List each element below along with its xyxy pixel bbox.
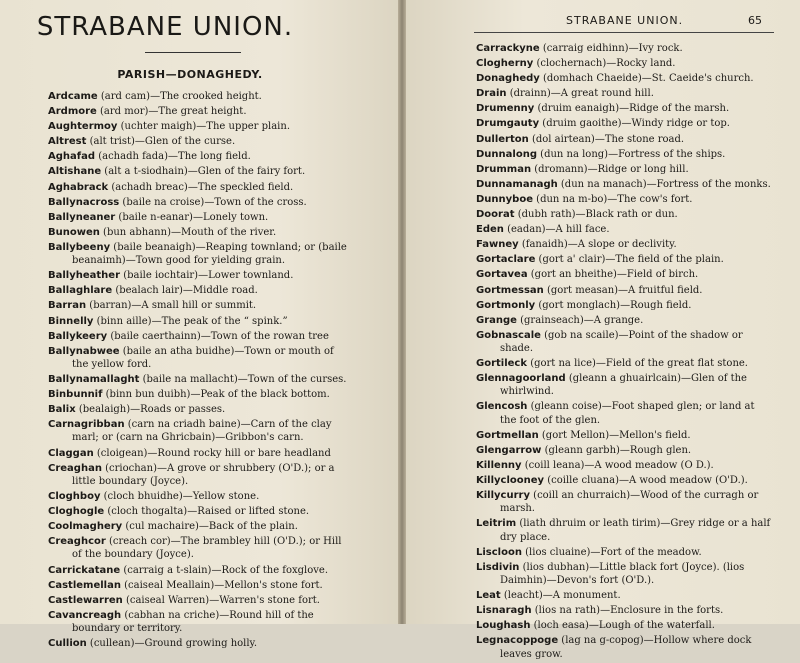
place-name: Killyclooney [476, 475, 545, 487]
place-definition: (druim gaoithe)—Windy ridge or top. [539, 118, 730, 130]
place-definition: (baile an atha buidhe)—Town or mouth of the yellow ford. [72, 345, 334, 370]
page-title: STRABANE UNION. [36, 12, 294, 42]
place-name: Dunnyboe [476, 193, 533, 205]
place-name: Ballynabwee [48, 345, 120, 357]
place-name: Carrickatane [48, 564, 121, 576]
place-definition: (dol airtean)—The stone road. [528, 133, 685, 145]
place-name-entry [476, 400, 772, 426]
place-definition: (gort a' clair)—The field of the plain. [535, 254, 724, 266]
place-name-entry [48, 181, 348, 194]
header-rule [474, 32, 774, 33]
place-name: Binnelly [48, 315, 94, 327]
place-definition: (cullean)—Ground growing holly. [86, 638, 258, 650]
place-definition: (coill an churraich)—Wood of the curragh or marsh. [500, 490, 759, 515]
place-name-entry [48, 579, 348, 592]
place-definition: (gort an bheithe)—Field of birch. [527, 269, 699, 281]
place-definition: (binn bun duibh)—Peak of the black bottom. [102, 389, 330, 401]
place-definition: (lios cluaine)—Fort of the meadow. [521, 546, 702, 558]
place-name-entry [476, 72, 772, 85]
place-name: Leitrim [476, 518, 517, 530]
place-name: Drumgauty [476, 118, 540, 130]
place-name: Drumman [476, 163, 532, 175]
place-name: Aughtermoy [48, 121, 118, 133]
place-name: Gortavea [476, 269, 528, 281]
place-name: Gortmonly [476, 299, 536, 311]
place-name-entry [476, 133, 772, 146]
place-definition: (dromann)—Ridge or long hill. [531, 163, 689, 175]
place-name-entry [48, 520, 348, 533]
place-name-entry [48, 418, 348, 444]
place-name: Lisdivin [476, 561, 520, 573]
place-name: Coolmaghery [48, 521, 123, 533]
place-name: Gortmessan [476, 284, 544, 296]
place-definition: (cul machaire)—Back of the plain. [122, 521, 298, 533]
place-definition: (dubh rath)—Black rath or dun. [514, 209, 678, 221]
place-definition: (baile caerthainn)—Town of the rowan tree [107, 330, 329, 342]
place-name-entry [48, 505, 348, 518]
place-name-entry [476, 546, 772, 559]
place-name-entry [48, 269, 348, 282]
place-definition: (cloch thogalta)—Raised or lifted stone. [104, 506, 310, 518]
place-definition: (dun na manach)—Fortress of the monks. [557, 178, 771, 190]
place-definition: (ard cam)—The crooked height. [97, 91, 262, 102]
place-definition: (barran)—A small hill or summit. [86, 300, 257, 312]
place-name: Ardmore [48, 106, 97, 118]
place-name: Drain [476, 88, 507, 100]
place-name: Ballybeeny [48, 241, 111, 253]
place-name-entry [476, 163, 772, 176]
place-name-entry [476, 42, 772, 55]
place-name-entry [48, 403, 348, 416]
place-name-entry [476, 208, 772, 221]
place-name: Claggan [48, 447, 94, 459]
place-definition: (achadh fada)—The long field. [95, 151, 251, 163]
place-name: Eden [476, 224, 504, 236]
place-name: Cullion [48, 638, 87, 650]
place-definition: (lios dubhan)—Little black fort (Joyce). (lios Daimhin)—Devon's fort (O'D.). [500, 561, 745, 587]
place-name: Ardcame [48, 91, 98, 102]
place-name-entry [476, 429, 772, 442]
place-name: Barran [48, 300, 87, 312]
place-definition: (carraig a t-slain)—Rock of the foxglove. [120, 564, 329, 576]
place-definition: (coill leana)—A wood meadow (O D.). [521, 459, 714, 471]
place-name-entry [476, 357, 772, 370]
place-definition: (domhach Chaeide)—St. Caeide's church. [539, 73, 754, 85]
place-name: Glencosh [476, 401, 528, 413]
place-name-entry [48, 105, 348, 118]
place-name-entry [476, 268, 772, 281]
place-definition: (gleann garbh)—Rough glen. [541, 444, 692, 456]
place-name: Gortileck [476, 358, 528, 370]
place-name-entry [48, 211, 348, 224]
place-name-entry [476, 193, 772, 206]
place-name-entry [476, 489, 772, 515]
place-name-entry [48, 535, 348, 561]
place-name-entry [48, 120, 348, 133]
left-entry-list [48, 90, 348, 652]
place-definition: (gort na lice)—Field of the great flat stone. [527, 358, 748, 370]
place-name: Dullerton [476, 133, 529, 145]
place-definition: (leacht)—A monument. [500, 590, 621, 602]
place-name-entry [476, 517, 772, 543]
place-name-entry [476, 634, 772, 660]
place-name: Binbunnif [48, 389, 103, 401]
place-definition: (grainseach)—A grange. [516, 314, 644, 326]
place-definition: (uchter maigh)—The upper plain. [117, 121, 291, 133]
place-name-entry [476, 57, 772, 70]
place-name-entry [476, 619, 772, 632]
place-name: Leat [476, 590, 501, 602]
place-name: Liscloon [476, 546, 522, 558]
place-name-entry [476, 589, 772, 602]
place-name: Balix [48, 404, 76, 416]
place-definition: (dun na long)—Fortress of the ships. [536, 148, 726, 160]
place-name-entry [48, 594, 348, 607]
place-name-entry [476, 329, 772, 355]
place-name-entry [48, 165, 348, 178]
place-name-entry [48, 315, 348, 328]
place-definition: (liath dhruim or leath tirim)—Grey ridge or a half dry place. [500, 518, 771, 543]
book-gutter [398, 0, 406, 624]
place-name: Castlemellan [48, 579, 121, 591]
place-definition: (drainn)—A great round hill. [506, 88, 654, 100]
place-name-entry [48, 447, 348, 460]
place-name: Bunowen [48, 226, 100, 238]
title-rule [145, 52, 241, 53]
place-name-entry [476, 284, 772, 297]
place-name: Lisnaragh [476, 605, 532, 617]
place-name-entry [48, 196, 348, 209]
place-definition: (gort Mellon)—Mellon's field. [538, 429, 691, 441]
place-definition: (druim eanaigh)—Ridge of the marsh. [534, 103, 730, 115]
place-definition: (gleann coise)—Foot shaped glen; or land at the foot of the glen. [500, 401, 755, 426]
place-name-entry [476, 459, 772, 472]
place-name-entry [476, 117, 772, 130]
place-name: Carrackyne [476, 43, 540, 54]
place-name-entry [48, 226, 348, 239]
place-name-entry [48, 90, 348, 103]
place-definition: (baile na croise)—Town of the cross. [119, 196, 307, 208]
place-definition: (baile iochtair)—Lower townland. [120, 270, 294, 282]
place-name-entry [48, 135, 348, 148]
place-name-entry [476, 223, 772, 236]
place-name: Killenny [476, 459, 522, 471]
place-name-entry [476, 314, 772, 327]
place-name-entry [476, 238, 772, 251]
place-definition: (gort monglach)—Rough field. [535, 299, 692, 311]
place-name: Altishane [48, 166, 102, 178]
place-name: Aghabrack [48, 181, 109, 193]
place-definition: (criochan)—A grove or shrubbery (O'D.); or a little boundary (Joyce). [72, 462, 335, 487]
place-name: Cloghogle [48, 506, 105, 518]
place-name: Legnacoppoge [476, 635, 559, 647]
place-name: Gobnascale [476, 329, 541, 341]
place-name: Dunnamanagh [476, 178, 558, 190]
page-number: 65 [748, 14, 762, 27]
place-name: Ballynacross [48, 196, 120, 208]
place-name-entry [476, 444, 772, 457]
right-page [406, 0, 800, 660]
place-name: Ballaghlare [48, 285, 113, 297]
place-definition: (ard mor)—The great height. [96, 106, 247, 118]
place-definition: (lag na g-copog)—Hollow where dock leaves grow. [500, 635, 752, 660]
place-name: Gortaclare [476, 254, 536, 266]
place-name-entry [48, 462, 348, 488]
place-name: Ballykeery [48, 330, 108, 342]
place-name-entry [48, 284, 348, 297]
place-name: Donaghedy [476, 73, 540, 85]
place-name-entry [48, 150, 348, 163]
place-definition: (creach cor)—The brambley hill (O'D.); or Hill of the boundary (Joyce). [72, 536, 342, 561]
place-definition: (cloigean)—Round rocky hill or bare headland [93, 447, 331, 459]
place-name-entry [476, 561, 772, 587]
place-definition: (carraig eidhinn)—Ivy rock. [539, 43, 683, 54]
place-name: Clogherny [476, 58, 534, 70]
place-definition: (coille cluana)—A wood meadow (O'D.). [544, 475, 748, 487]
place-definition: (dun na m-bo)—The cow's fort. [533, 193, 693, 205]
place-definition: (clochernach)—Rocky land. [533, 58, 676, 70]
place-definition: (bun abhann)—Mouth of the river. [99, 226, 277, 238]
place-name-entry [476, 253, 772, 266]
place-name: Aghafad [48, 151, 96, 163]
place-definition: (lios na rath)—Enclosure in the forts. [531, 605, 724, 617]
place-name: Gortmellan [476, 429, 539, 441]
running-header-title: STRABANE UNION. [566, 14, 684, 27]
place-name-entry [48, 388, 348, 401]
place-definition: (binn aille)—The peak of the “ spink.” [93, 315, 288, 327]
place-definition: (loch easa)—Lough of the waterfall. [530, 620, 715, 632]
place-definition: (eadan)—A hill face. [503, 224, 610, 236]
place-name-entry [48, 637, 348, 650]
left-page [0, 0, 398, 650]
place-name: Cavancreagh [48, 609, 122, 621]
place-definition: (carn na criadh baine)—Carn of the clay marl; or (carn na Ghricbain)—Gribbon's carn. [72, 419, 332, 444]
place-definition: (baile na mallacht)—Town of the curses. [139, 374, 347, 385]
place-definition: (baile n-eanar)—Lonely town. [115, 211, 269, 223]
place-name-entry [48, 373, 348, 386]
place-definition: (cloch bhuidhe)—Yellow stone. [100, 490, 260, 502]
place-name-entry [476, 372, 772, 398]
place-name-entry [476, 299, 772, 312]
place-definition: (fanaidh)—A slope or declivity. [518, 239, 677, 251]
place-definition: (bealaigh)—Roads or passes. [75, 404, 226, 416]
place-name: Grange [476, 314, 517, 326]
place-name: Killycurry [476, 490, 530, 502]
place-name-entry [48, 241, 348, 267]
place-name: Carnagribban [48, 419, 125, 431]
right-entry-list [476, 42, 772, 663]
place-name-entry [48, 490, 348, 503]
place-name: Loughash [476, 620, 531, 632]
place-definition: (caiseal Warren)—Warren's stone fort. [122, 594, 320, 606]
place-name-entry [48, 609, 348, 635]
place-name: Ballyheather [48, 270, 121, 282]
place-name-entry [48, 299, 348, 312]
place-definition: (gleann a ghuairlcain)—Glen of the whirlwind. [500, 373, 747, 398]
place-name: Glengarrow [476, 444, 542, 456]
place-name: Dunnalong [476, 148, 537, 160]
place-definition: (caiseal Meallain)—Mellon's stone fort. [120, 579, 323, 591]
place-name: Drumenny [476, 103, 535, 115]
place-name: Ballyneaner [48, 211, 116, 223]
place-name-entry [476, 148, 772, 161]
place-definition: (gob na scaile)—Point of the shadow or shade. [500, 329, 743, 354]
place-name: Fawney [476, 239, 519, 251]
place-definition: (achadh breac)—The speckled field. [108, 181, 294, 193]
place-name: Cloghboy [48, 490, 101, 502]
place-name: Glennagoorland [476, 373, 566, 385]
place-name-entry [476, 102, 772, 115]
place-definition: (gort measan)—A fruitful field. [543, 284, 703, 296]
place-name: Altrest [48, 136, 87, 148]
place-name: Doorat [476, 209, 515, 221]
place-name-entry [476, 87, 772, 100]
place-name: Creaghcor [48, 536, 106, 548]
place-name-entry [48, 330, 348, 343]
place-name: Castlewarren [48, 594, 123, 606]
place-name-entry [476, 178, 772, 191]
place-definition: (bealach lair)—Middle road. [112, 285, 258, 297]
place-definition: (alt a t-siodhain)—Glen of the fairy fort. [101, 166, 306, 178]
place-name: Creaghan [48, 462, 102, 474]
place-name-entry [476, 604, 772, 617]
place-definition: (cabhan na criche)—Round hill of the boundary or territory. [72, 609, 314, 635]
place-name: Ballynamallaght [48, 374, 140, 385]
place-definition: (baile beanaigh)—Reaping townland; or (baile beanaimh)—Town good for yielding grain. [72, 241, 347, 267]
place-name-entry [476, 474, 772, 487]
place-name-entry [48, 345, 348, 371]
place-definition: (alt trist)—Glen of the curse. [86, 136, 236, 148]
place-name-entry [48, 564, 348, 577]
parish-heading: PARISH—DONAGHEDY. [117, 68, 263, 81]
